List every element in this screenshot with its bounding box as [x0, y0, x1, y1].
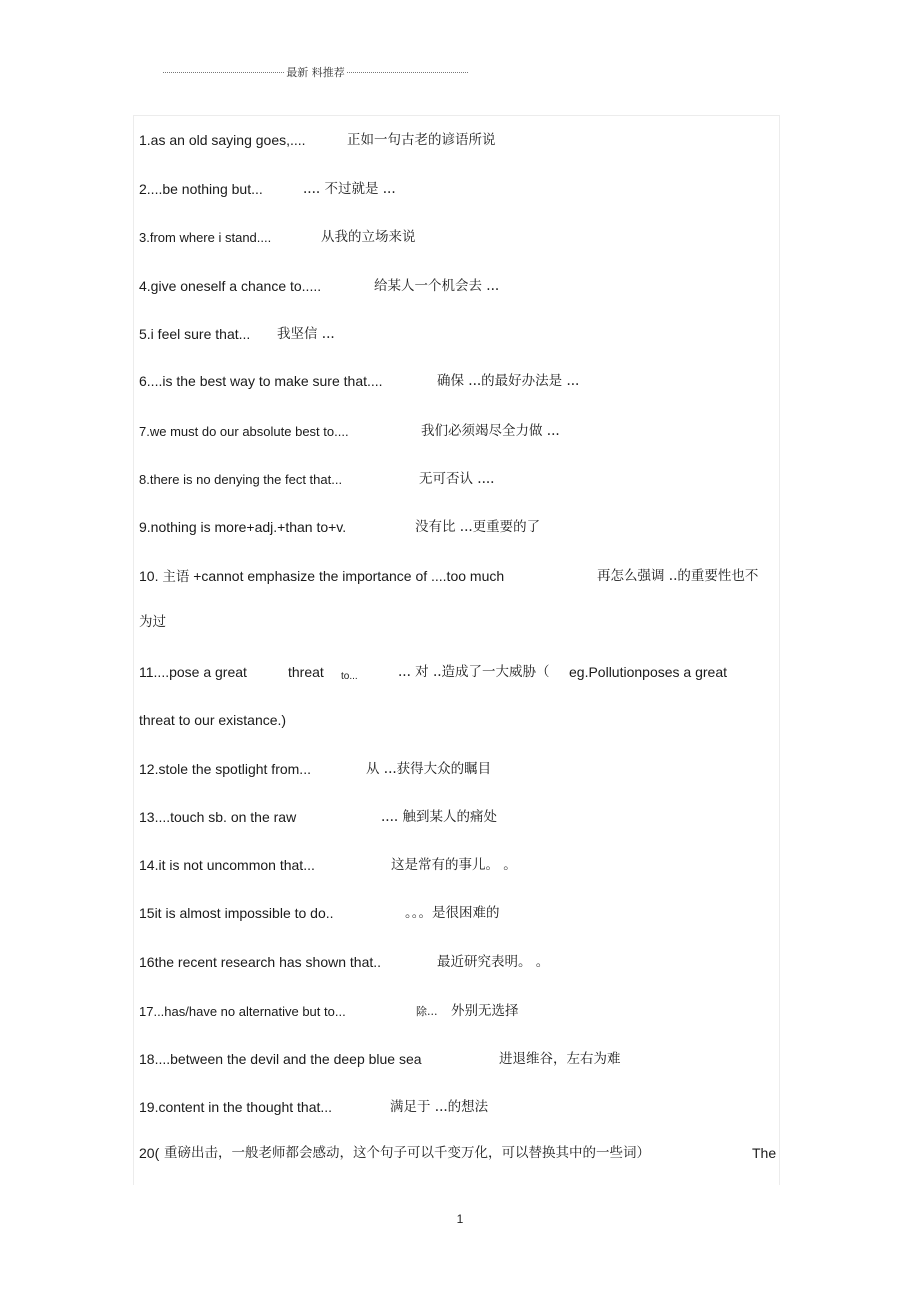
- phrase-chinese: .... 不过就是 ...: [303, 181, 396, 197]
- phrase-chinese: ... 对 ..造成了一大威胁（: [398, 664, 550, 680]
- phrase-row-16: [139, 953, 381, 971]
- phrase-row-8: [139, 470, 342, 489]
- phrase-row-11-example: [569, 663, 727, 681]
- phrase-row-12: [139, 760, 311, 778]
- phrase-english-chinese-word: 主语: [162, 569, 190, 585]
- phrase-row-4: [139, 277, 321, 295]
- phrase-chinese: 满足于 ...的想法: [390, 1099, 489, 1115]
- phrase-english: +cannot emphasize the importance of ....too much: [189, 568, 505, 584]
- phrase-row-14: [139, 856, 315, 874]
- phrase-row-5: [139, 325, 250, 343]
- phrase-english: 18....between the devil and the deep blue sea: [139, 1051, 422, 1067]
- phrase-english: 7.we must do our absolute best to....: [139, 424, 349, 439]
- phrase-english: 15it is almost impossible to do..: [139, 905, 334, 921]
- phrase-row-11-to: [341, 665, 358, 686]
- phrase-chinese: 正如一句古老的谚语所说: [347, 132, 496, 148]
- phrase-chinese: 无可否认 ....: [419, 471, 495, 487]
- phrase-english: 17...has/have no alternative but to...: [139, 1004, 346, 1019]
- phrase-english: 20(: [139, 1145, 160, 1161]
- phrase-row-19: [139, 1098, 332, 1116]
- content-frame: [133, 115, 780, 1185]
- phrase-chinese: 给某人一个机会去 ...: [374, 278, 500, 294]
- phrase-row-20-end: [752, 1144, 776, 1162]
- phrase-chinese: .... 触到某人的痛处: [381, 809, 497, 825]
- phrase-row-11-continuation: [139, 711, 286, 729]
- header-title: 最新 料推荐: [286, 66, 345, 79]
- phrase-chinese: 从我的立场来说: [321, 229, 416, 245]
- phrase-english: 14.it is not uncommon that...: [139, 857, 315, 873]
- phrase-chinese: 。。。是很困难的: [405, 905, 500, 921]
- page-header: [163, 64, 468, 80]
- phrase-chinese: 没有比 ...更重要的了: [415, 519, 541, 535]
- phrase-row-7: [139, 422, 349, 441]
- phrase-chinese: 这是常有的事儿。 。: [391, 857, 517, 873]
- phrase-row-11: [139, 663, 247, 681]
- phrase-chinese: 从 ...获得大众的瞩目: [366, 761, 492, 777]
- phrase-chinese-small: 除...: [416, 1005, 438, 1018]
- phrase-row-18: [139, 1050, 422, 1068]
- phrase-row-2: [139, 180, 263, 198]
- phrase-english: 9.nothing is more+adj.+than to+v.: [139, 519, 347, 535]
- phrase-row-17: [139, 1002, 346, 1021]
- phrase-english-end: The: [752, 1145, 777, 1161]
- phrase-row-11-threat: [288, 663, 324, 681]
- phrase-row-6: [139, 372, 383, 390]
- phrase-row-20: [139, 1144, 159, 1162]
- phrase-chinese: 最近研究表明。 。: [437, 954, 550, 970]
- phrase-chinese: 我们必须竭尽全力做 ...: [421, 423, 560, 439]
- phrase-english: 5.i feel sure that...: [139, 326, 251, 342]
- header-left-dots: [163, 72, 284, 73]
- phrase-english: 13....touch sb. on the raw: [139, 809, 297, 825]
- phrase-english: 12.stole the spotlight from...: [139, 761, 311, 777]
- phrase-chinese: 重磅出击，一般老师都会感动，这个句子可以千变万化，可以替换其中的一些词）: [164, 1145, 650, 1161]
- phrase-chinese-continuation: 为过: [139, 614, 166, 630]
- phrase-english-continuation: threat to our existance.): [139, 712, 287, 728]
- phrase-english: 16the recent research has shown that..: [139, 954, 382, 970]
- phrase-row-13: [139, 808, 296, 826]
- phrase-english: 2....be nothing but...: [139, 181, 263, 197]
- phrase-english: 3.from where i stand....: [139, 230, 272, 245]
- phrase-row-10: [139, 567, 504, 586]
- phrase-chinese: 进退维谷，左右为难: [499, 1051, 621, 1067]
- phrase-english: 6....is the best way to make sure that....: [139, 373, 383, 389]
- phrase-english-threat: threat: [288, 664, 324, 680]
- phrase-english-prefix: 10.: [139, 568, 163, 584]
- phrase-english: 1.as an old saying goes,....: [139, 132, 306, 148]
- phrase-english: 11....pose a great: [139, 664, 247, 680]
- phrase-row-15: [139, 904, 334, 922]
- phrase-chinese: 再怎么强调 ..的重要性也不: [597, 568, 759, 584]
- header-right-dots: [347, 72, 468, 73]
- phrase-chinese: 外别无选择: [451, 1003, 519, 1019]
- page-number: 1: [456, 1212, 464, 1226]
- phrase-english: 4.give oneself a chance to.....: [139, 278, 322, 294]
- phrase-chinese: 确保 ...的最好办法是 ...: [437, 373, 580, 389]
- phrase-row-1: [139, 131, 306, 149]
- phrase-english-to: to...: [341, 671, 358, 682]
- phrase-chinese: 我坚信 ...: [277, 326, 335, 342]
- phrase-english: 19.content in the thought that...: [139, 1099, 333, 1115]
- phrase-row-3: [139, 228, 271, 247]
- phrase-english: 8.there is no denying the fect that...: [139, 472, 343, 487]
- phrase-english-example: eg.Pollutionposes a great: [569, 664, 727, 680]
- phrase-row-9: [139, 518, 346, 536]
